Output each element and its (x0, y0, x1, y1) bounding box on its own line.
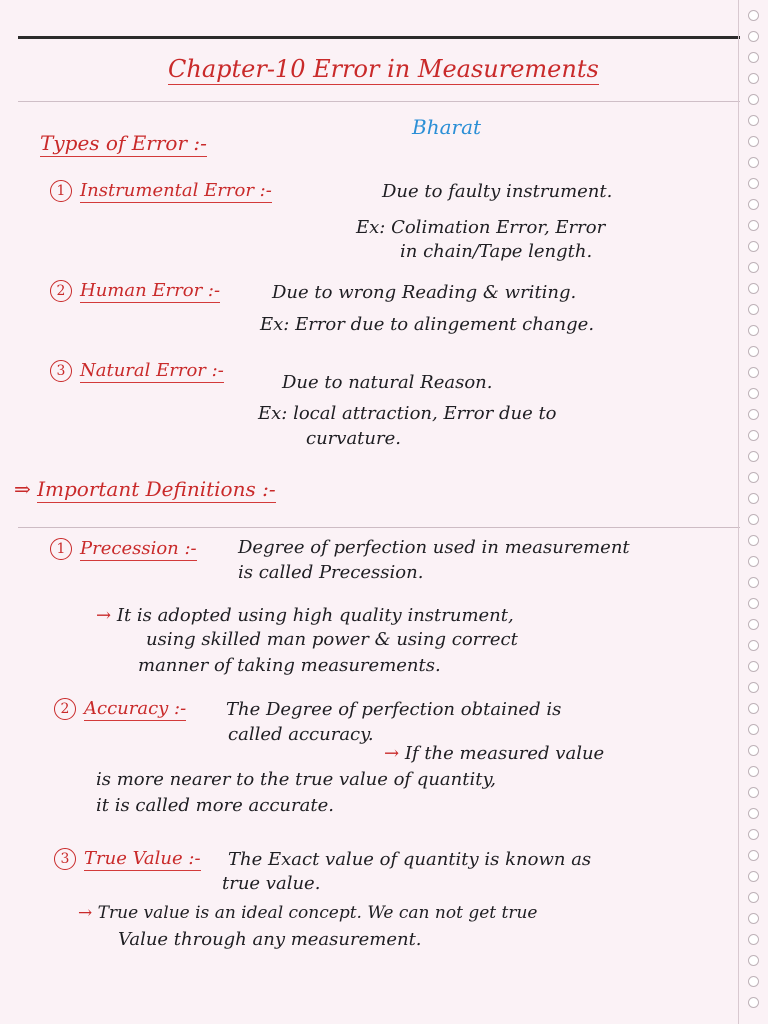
arrow-icon: → (78, 903, 93, 923)
middle-rule (18, 527, 740, 528)
spiral-hole (748, 682, 759, 693)
spiral-hole (748, 262, 759, 273)
definition-line: is called Precession. (238, 562, 424, 583)
note-line: it is called more accurate. (96, 795, 334, 816)
spiral-hole (748, 913, 759, 924)
spiral-hole (748, 388, 759, 399)
right-margin-line (738, 0, 739, 1024)
page-title-text: Chapter-10 Error in Measurements (168, 55, 599, 83)
item-number: 2 (54, 698, 76, 720)
note-line: is more nearer to the true value of quantity, (96, 769, 496, 790)
spiral-hole (748, 220, 759, 231)
error-desc: Due to wrong Reading & writing. (272, 282, 577, 303)
definition-line: The Exact value of quantity is known as (228, 849, 592, 870)
note-line: manner of taking measurements. (138, 655, 441, 676)
author-name: Bharat (412, 115, 482, 139)
spiral-hole (748, 409, 759, 420)
spiral-hole (748, 304, 759, 315)
spiral-hole (748, 178, 759, 189)
spiral-hole (748, 598, 759, 609)
definition-note (96, 606, 514, 626)
spiral-hole (748, 52, 759, 63)
spiral-hole (748, 640, 759, 651)
definition-line: The Degree of perfection obtained is (226, 699, 562, 720)
error-desc: Due to faulty instrument. (382, 181, 613, 202)
definition-line: Degree of perfection used in measurement (238, 537, 630, 558)
spiral-hole (748, 997, 759, 1008)
note-line: It is adopted using high quality instrument, (116, 605, 514, 626)
spiral-hole (748, 850, 759, 861)
spiral-hole (748, 892, 759, 903)
spiral-hole (748, 325, 759, 336)
error-example: Ex: Error due to alingement change. (260, 314, 595, 335)
definition-item-1 (50, 538, 197, 560)
spiral-hole (748, 430, 759, 441)
spiral-hole (748, 556, 759, 567)
spiral-hole (748, 577, 759, 588)
spiral-hole (748, 745, 759, 756)
spiral-holes (742, 0, 764, 1024)
spiral-hole (748, 808, 759, 819)
definition-line: called accuracy. (228, 724, 374, 745)
error-example: Ex: Colimation Error, Error (356, 217, 606, 238)
spiral-hole (748, 73, 759, 84)
spiral-hole (748, 976, 759, 987)
definition-item-2 (54, 698, 186, 720)
error-item-1 (50, 180, 272, 202)
spiral-hole (748, 31, 759, 42)
top-rule (18, 36, 740, 39)
spiral-hole (748, 346, 759, 357)
error-name: Natural Error :- (80, 360, 224, 381)
error-item-2 (50, 280, 220, 302)
spiral-hole (748, 10, 759, 21)
definition-name: Precession :- (80, 538, 197, 559)
note-line: Value through any measurement. (118, 929, 422, 950)
item-number: 3 (50, 360, 72, 382)
spiral-hole (748, 241, 759, 252)
error-example: Ex: local attraction, Error due to (258, 403, 557, 424)
spiral-hole (748, 493, 759, 504)
spiral-hole (748, 934, 759, 945)
types-heading-text: Types of Error :- (40, 131, 207, 155)
error-example-cont: curvature. (306, 428, 401, 449)
error-name: Instrumental Error :- (80, 180, 272, 201)
item-number: 1 (50, 180, 72, 202)
spiral-hole (748, 661, 759, 672)
definition-name: Accuracy :- (84, 698, 187, 719)
definition-item-3 (54, 848, 201, 870)
double-arrow-icon: ⇒ (14, 477, 31, 501)
spiral-hole (748, 157, 759, 168)
note-line: using skilled man power & using correct (146, 629, 518, 650)
spiral-hole (748, 766, 759, 777)
spiral-hole (748, 955, 759, 966)
definitions-heading (14, 478, 276, 500)
item-number: 2 (50, 280, 72, 302)
types-heading (40, 132, 207, 154)
spiral-hole (748, 787, 759, 798)
spiral-hole (748, 472, 759, 483)
error-item-3 (50, 360, 224, 382)
definition-line: true value. (222, 873, 321, 894)
spiral-hole (748, 451, 759, 462)
error-name: Human Error :- (80, 280, 221, 301)
spiral-hole (748, 703, 759, 714)
item-number: 3 (54, 848, 76, 870)
arrow-icon: → (96, 605, 112, 626)
spiral-hole (748, 535, 759, 546)
spiral-hole (748, 871, 759, 882)
spiral-hole (748, 514, 759, 525)
title-rule (18, 101, 740, 102)
note-line: If the measured value (404, 743, 605, 764)
spiral-hole (748, 619, 759, 630)
arrow-icon: → (384, 743, 400, 764)
definitions-heading-text: Important Definitions :- (37, 477, 276, 501)
definition-note (78, 904, 537, 923)
spiral-hole (748, 94, 759, 105)
spiral-hole (748, 829, 759, 840)
error-desc: Due to natural Reason. (282, 372, 493, 393)
page-title (168, 56, 599, 82)
spiral-hole (748, 367, 759, 378)
spiral-hole (748, 136, 759, 147)
definition-name: True Value :- (84, 848, 201, 869)
error-example-cont: in chain/Tape length. (400, 241, 593, 262)
definition-note (384, 744, 604, 764)
spiral-hole (748, 199, 759, 210)
spiral-hole (748, 724, 759, 735)
note-line: True value is an ideal concept. We can not get true (97, 903, 538, 923)
spiral-hole (748, 115, 759, 126)
item-number: 1 (50, 538, 72, 560)
spiral-hole (748, 283, 759, 294)
